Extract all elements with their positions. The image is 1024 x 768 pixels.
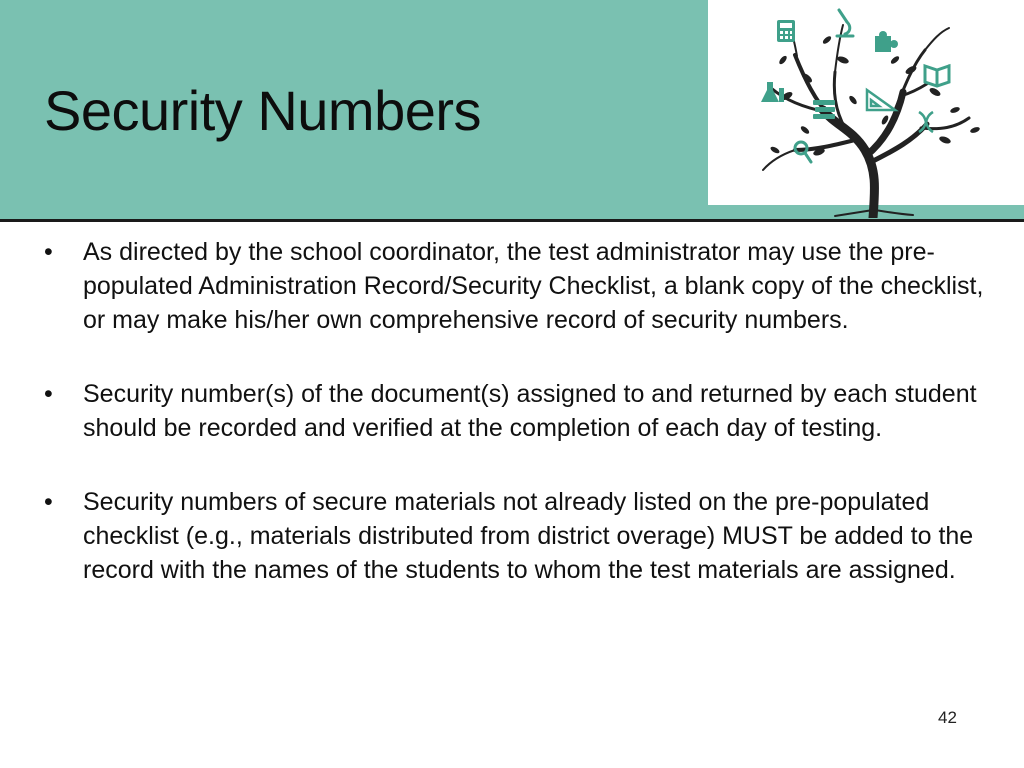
open-book-icon	[925, 66, 949, 86]
bullet-item: • As directed by the school coordinator, the test administrator may use the pre-populated Administration Record/Security Checklist, a blank copy of the checklist, or may make his/her own comprehensive record of security numbers.	[42, 235, 992, 337]
knowledge-tree-illustration	[735, 0, 1005, 218]
bullet-item: • Security numbers of secure materials not already listed on the pre-populated checklist (e.g., materials distributed from district overage) MUST be added to the record with the names of the students to whom the test materials are assigned.	[42, 485, 992, 587]
microscope-icon	[837, 10, 853, 36]
flask-icon	[761, 82, 784, 102]
bullet-item: • Security number(s) of the document(s) assigned to and returned by each student should be recorded and verified at the completion of each day of testing.	[42, 377, 992, 445]
magnifier-icon	[795, 142, 811, 162]
header-divider	[0, 219, 1024, 222]
books-stack-icon	[813, 100, 835, 119]
calculator-icon	[777, 20, 795, 42]
slide-title: Security Numbers	[44, 79, 482, 142]
bullet-list	[42, 235, 992, 627]
tree-trunk-icon	[763, 25, 969, 218]
triangle-ruler-icon	[867, 90, 895, 110]
page-number: 42	[938, 708, 957, 727]
header-band	[0, 0, 708, 220]
puzzle-piece-icon	[875, 31, 898, 52]
